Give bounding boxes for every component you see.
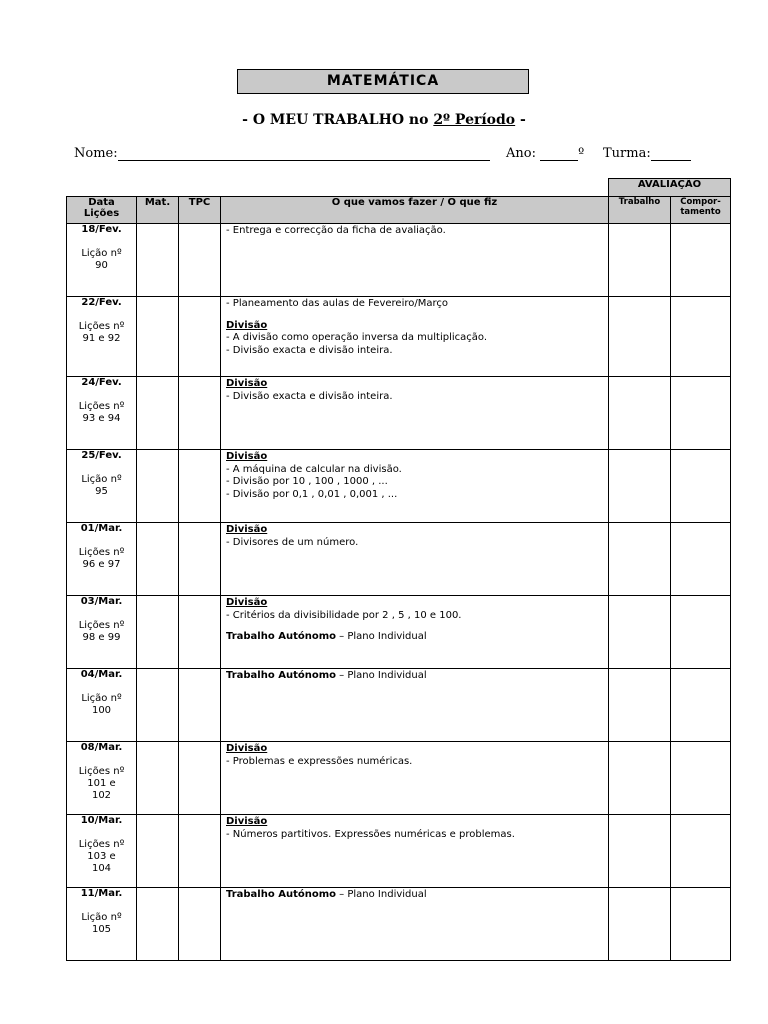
topic-heading: Divisão	[226, 524, 268, 535]
content-cell	[221, 596, 609, 669]
page-subtitle	[0, 112, 768, 128]
first-bold: Trabalho Autónomo	[226, 889, 336, 900]
lesson-number: 95	[95, 486, 108, 497]
lesson-date: 22/Fev.	[81, 297, 122, 308]
mat-cell[interactable]	[137, 888, 179, 961]
topic-heading: Divisão	[226, 319, 268, 331]
subtitle-suffix: -	[515, 112, 526, 128]
lesson-number-2: 102	[91, 790, 112, 801]
col-mat: Mat.	[137, 197, 179, 224]
tpc-cell[interactable]	[179, 523, 221, 596]
trabalho-cell[interactable]	[609, 377, 671, 450]
content-line: - Divisão por 10 , 100 , 1000 , ...	[226, 476, 388, 487]
table-row	[67, 297, 731, 377]
comportamento-cell[interactable]	[671, 888, 731, 961]
trabalho-cell[interactable]	[609, 888, 671, 961]
lesson-date: 10/Mar.	[80, 815, 123, 826]
lesson-number: 96 e 97	[82, 559, 121, 570]
mat-cell[interactable]	[137, 523, 179, 596]
extra-rest: – Plano Individual	[336, 631, 427, 642]
content-line: - Divisão por 0,1 , 0,01 , 0,001 , ...	[226, 488, 398, 500]
topic-heading: Divisão	[226, 597, 268, 608]
content-line	[226, 631, 608, 644]
mat-cell[interactable]	[137, 669, 179, 742]
lesson-date: 04/Mar.	[80, 669, 123, 680]
content-line: - Divisão exacta e divisão inteira.	[226, 344, 393, 356]
lesson-number-2: 104	[91, 863, 112, 874]
table-row	[67, 888, 731, 961]
lesson-number: 91 e 92	[82, 333, 121, 344]
content-cell	[221, 742, 609, 815]
trabalho-cell[interactable]	[609, 224, 671, 297]
topic-heading: Divisão	[226, 743, 268, 754]
lesson-label: Lição nº	[81, 693, 122, 704]
col-tpc: TPC	[179, 197, 221, 224]
col-trabalho: Trabalho	[609, 197, 671, 224]
date-cell	[67, 523, 137, 596]
lesson-date: 01/Mar.	[80, 523, 123, 534]
table-row	[67, 450, 731, 523]
col-data-licoes	[67, 197, 137, 224]
comportamento-cell[interactable]	[671, 523, 731, 596]
lesson-number: 90	[95, 260, 108, 271]
comportamento-cell[interactable]	[671, 224, 731, 297]
table-row	[67, 815, 731, 888]
lesson-label: Lições nº	[78, 766, 125, 777]
mat-cell[interactable]	[137, 815, 179, 888]
date-cell	[67, 596, 137, 669]
lesson-date: 08/Mar.	[80, 742, 123, 753]
content-cell	[221, 224, 609, 297]
comportamento-cell[interactable]	[671, 377, 731, 450]
content-line: - Critérios da divisibilidade por 2 , 5 , 10 e 100.	[226, 609, 462, 621]
trabalho-cell[interactable]	[609, 815, 671, 888]
topic-heading: Divisão	[226, 816, 268, 827]
date-cell	[67, 815, 137, 888]
content-line: - Entrega e correcção da ficha de avaliação.	[226, 225, 446, 236]
content-line: - A divisão como operação inversa da multiplicação.	[226, 332, 488, 343]
trabalho-cell[interactable]	[609, 523, 671, 596]
ano-label: Ano:	[506, 146, 536, 161]
content-line: - Planeamento das aulas de Fevereiro/Março	[226, 298, 448, 309]
lesson-label: Lição nº	[81, 912, 122, 923]
content-cell	[221, 297, 609, 377]
comportamento-cell[interactable]	[671, 450, 731, 523]
col-comport-line2: tamento	[680, 207, 721, 217]
date-cell	[67, 742, 137, 815]
lesson-number: 100	[91, 705, 112, 716]
date-cell	[67, 377, 137, 450]
table-row	[67, 669, 731, 742]
content-line	[226, 889, 608, 902]
trabalho-cell[interactable]	[609, 742, 671, 815]
tpc-cell[interactable]	[179, 224, 221, 297]
date-cell	[67, 450, 137, 523]
trabalho-cell[interactable]	[609, 596, 671, 669]
lesson-label: Lições nº	[78, 401, 125, 412]
first-rest: – Plano Individual	[336, 670, 427, 681]
tpc-cell[interactable]	[179, 742, 221, 815]
mat-cell[interactable]	[137, 596, 179, 669]
tpc-cell[interactable]	[179, 297, 221, 377]
comportamento-cell[interactable]	[671, 596, 731, 669]
lesson-label: Lições nº	[78, 839, 125, 850]
first-bold: Trabalho Autónomo	[226, 670, 336, 681]
lesson-number: 98 e 99	[82, 632, 121, 643]
content-line: - Divisão exacta e divisão inteira.	[226, 390, 393, 402]
lesson-date: 18/Fev.	[81, 224, 122, 235]
date-cell	[67, 888, 137, 961]
table-row	[67, 224, 731, 297]
content-line: - A máquina de calcular na divisão.	[226, 463, 402, 475]
content-cell	[221, 377, 609, 450]
mat-cell[interactable]	[137, 224, 179, 297]
mat-cell[interactable]	[137, 450, 179, 523]
lesson-number: 105	[91, 924, 112, 935]
subtitle-prefix: - O MEU TRABALHO no	[242, 112, 434, 128]
lesson-date: 11/Mar.	[80, 888, 123, 899]
table-row	[67, 742, 731, 815]
mat-cell[interactable]	[137, 742, 179, 815]
table-row	[67, 596, 731, 669]
student-fields	[74, 146, 714, 166]
comportamento-cell[interactable]	[671, 669, 731, 742]
content-cell	[221, 450, 609, 523]
content-line: - Divisores de um número.	[226, 536, 359, 548]
content-cell	[221, 669, 609, 742]
avaliacao-header: AVALIAÇÃO	[609, 179, 731, 197]
tpc-cell[interactable]	[179, 815, 221, 888]
ano-field[interactable]	[540, 146, 578, 161]
trabalho-cell[interactable]	[609, 450, 671, 523]
date-cell	[67, 224, 137, 297]
content-line: - Números partitivos. Expressões numéricas e problemas.	[226, 828, 515, 840]
nome-label: Nome:	[74, 146, 118, 161]
table-row	[67, 377, 731, 450]
extra-bold: Trabalho Autónomo	[226, 631, 336, 642]
comportamento-cell[interactable]	[671, 297, 731, 377]
lesson-label: Lições nº	[78, 620, 125, 631]
content-line: - Problemas e expressões numéricas.	[226, 755, 413, 767]
comportamento-cell[interactable]	[671, 742, 731, 815]
lesson-label: Lições nº	[78, 321, 125, 332]
subtitle-period: 2º Período	[433, 112, 516, 128]
trabalho-cell[interactable]	[609, 669, 671, 742]
turma-label: Turma:	[603, 146, 651, 161]
table-row	[67, 523, 731, 596]
tpc-cell[interactable]	[179, 450, 221, 523]
topic-heading: Divisão	[226, 451, 268, 462]
page-title: MATEMÁTICA	[237, 69, 529, 94]
turma-field[interactable]	[651, 146, 691, 161]
mat-cell[interactable]	[137, 297, 179, 377]
lesson-label: Lições nº	[78, 547, 125, 558]
lesson-table	[66, 178, 731, 961]
lesson-label: Lição nº	[81, 248, 122, 259]
lesson-number: 101 e	[87, 778, 116, 789]
tpc-cell[interactable]	[179, 669, 221, 742]
trabalho-cell[interactable]	[609, 297, 671, 377]
content-line	[226, 670, 608, 683]
ano-suffix: º	[578, 146, 585, 161]
table-header-row	[67, 197, 731, 224]
topic-heading: Divisão	[226, 378, 268, 389]
mat-cell[interactable]	[137, 377, 179, 450]
comportamento-cell[interactable]	[671, 815, 731, 888]
content-cell	[221, 523, 609, 596]
lesson-date: 24/Fev.	[81, 377, 122, 388]
col-content: O que vamos fazer / O que fiz	[221, 197, 609, 224]
col-licoes-label: Lições	[83, 208, 120, 219]
first-rest: – Plano Individual	[336, 889, 427, 900]
date-cell	[67, 297, 137, 377]
content-cell	[221, 888, 609, 961]
col-comportamento	[671, 197, 731, 224]
lesson-label: Lição nº	[81, 474, 122, 485]
nome-field[interactable]	[118, 146, 490, 161]
tpc-cell[interactable]	[179, 377, 221, 450]
tpc-cell[interactable]	[179, 888, 221, 961]
lesson-date: 03/Mar.	[80, 596, 123, 607]
col-data-label: Data	[88, 197, 115, 208]
content-cell	[221, 815, 609, 888]
lesson-number: 103 e	[87, 851, 116, 862]
date-cell	[67, 669, 137, 742]
col-comport-line1: Compor-	[680, 197, 721, 207]
lesson-number: 93 e 94	[82, 413, 121, 424]
tpc-cell[interactable]	[179, 596, 221, 669]
lesson-date: 25/Fev.	[81, 450, 122, 461]
